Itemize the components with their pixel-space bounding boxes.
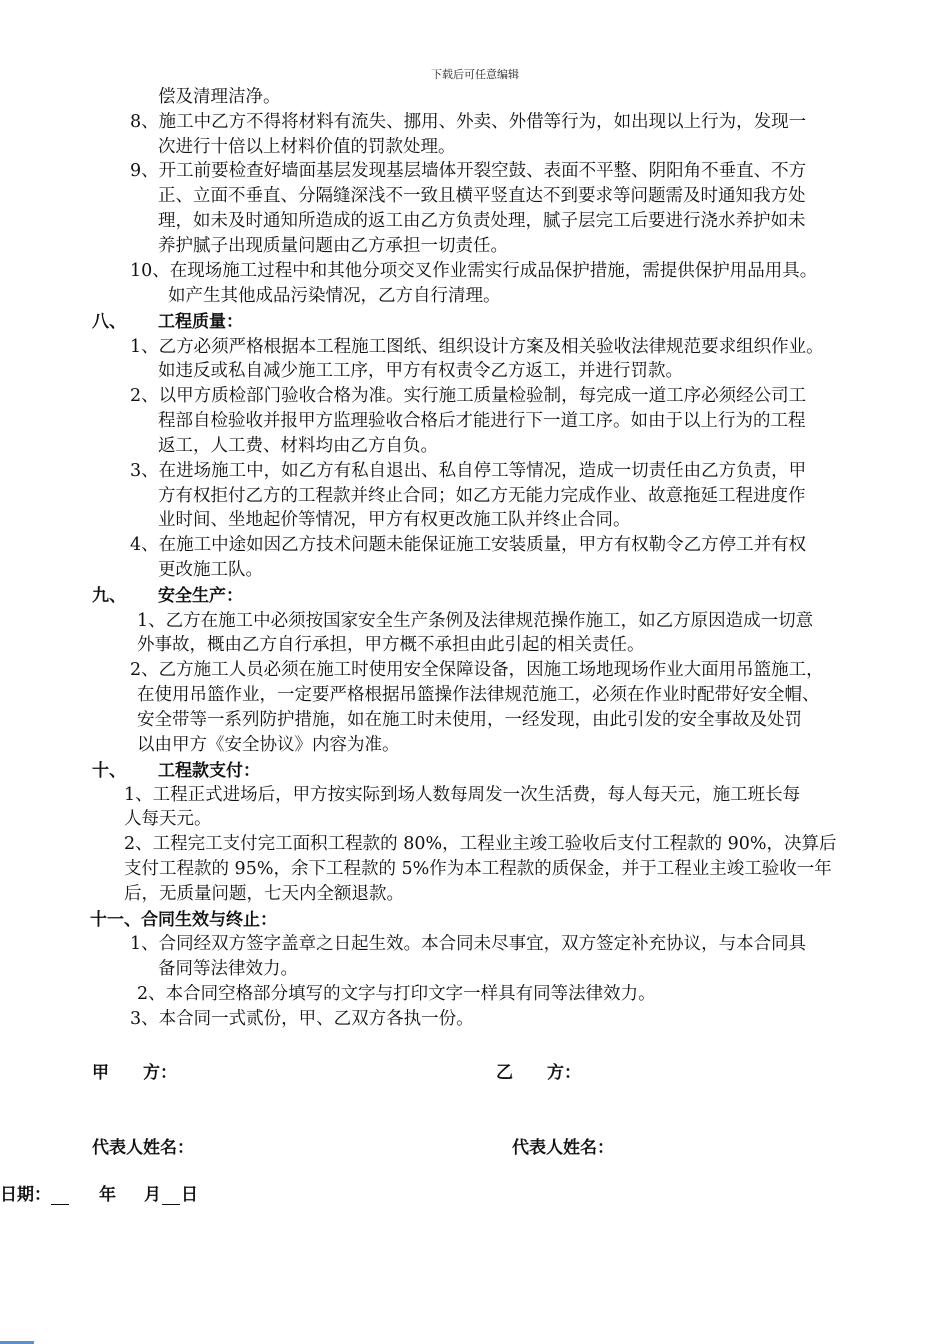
date-label: 日期： bbox=[0, 1185, 51, 1205]
text-line: 3、本合同一式贰份，甲、乙双方各执一份。 bbox=[130, 1009, 474, 1029]
text-line: 1、乙方在施工中必须按国家安全生产条例及法律规范操作施工，如乙方原因造成一切意 bbox=[137, 611, 814, 631]
text-line: 1、乙方必须严格根据本工程施工图纸、组织设计方案及相关验收法律规范要求组织作业。 bbox=[130, 337, 824, 357]
text-line: 如产生其他成品污染情况，乙方自行清理。 bbox=[168, 286, 501, 306]
text-line: 2、乙方施工人员必须在施工时使用安全保障设备，因施工场地现场作业大面用吊篮施工， bbox=[130, 660, 824, 680]
text-line: 后，无质量问题，七天内全额退款。 bbox=[124, 884, 404, 904]
text-line: 8、施工中乙方不得将材料有流失、挪用、外卖、外借等行为，如出现以上行为，发现一 bbox=[130, 112, 807, 132]
text-line: 如违反或私自减少施工工序，甲方有权责令乙方返工，并进行罚款。 bbox=[158, 361, 683, 381]
text-line: 安全带等一系列防护措施，如在施工时未使用，一经发现，由此引发的安全事故及处罚 bbox=[137, 710, 802, 730]
party-b-label: 乙 方： bbox=[496, 1063, 581, 1083]
text-line: 1、工程正式进场后，甲方按实际到场人数每周发一次生活费，每人每天元，施工班长每 bbox=[124, 785, 801, 805]
text-line: 在使用吊篮作业，一定要严格根据吊篮操作法律规范施工，必须在作业时配带好安全帽、 bbox=[137, 685, 820, 705]
year-label: 年 bbox=[99, 1185, 116, 1205]
month-label: 月 bbox=[144, 1185, 161, 1205]
text-line: 9、开工前要检查好墙面基层发现基层墙体开裂空鼓、表面不平整、阴阳角不垂直、不方 bbox=[130, 161, 807, 181]
party-a-label: 甲 方： bbox=[92, 1063, 177, 1083]
section-title: 安全生产： bbox=[158, 586, 243, 606]
day-blank[interactable] bbox=[162, 1188, 180, 1205]
text-line: 4、在施工中途如因乙方技术问题未能保证施工安装质量，甲方有权勒令乙方停工并有权 bbox=[130, 535, 807, 555]
text-line: 业时间、坐地起价等情况，甲方有权更改施工队并终止合同。 bbox=[158, 510, 631, 530]
section-number: 九、 bbox=[92, 586, 126, 606]
section-number: 八、 bbox=[92, 312, 126, 332]
text-line: 备同等法律效力。 bbox=[158, 959, 298, 979]
text-line: 偿及清理洁净。 bbox=[158, 87, 281, 107]
text-line: 正、立面不垂直、分隔缝深浅不一致且横平竖直达不到要求等问题需及时通知我方处 bbox=[158, 186, 806, 206]
text-line: 10、在现场施工过程中和其他分项交叉作业需实行成品保护措施，需提供保护用品用具。 bbox=[130, 261, 818, 281]
text-line: 3、在进场施工中，如乙方有私自退出、私自停工等情况，造成一切责任由乙方负责，甲 bbox=[130, 461, 807, 481]
text-line: 2、以甲方质检部门验收合格为准。实行施工质量检验制，每完成一道工序必须经公司工 bbox=[130, 386, 807, 406]
text-line: 2、工程完工支付完工面积工程款的 80%，工程业主竣工验收后支付工程款的 90%，决算后 bbox=[124, 834, 837, 854]
text-line: 支付工程款的 95%，余下工程款的 5%作为本工程款的质保金，并于工程业主竣工验收一年 bbox=[124, 859, 832, 879]
text-line: 理，如未及时通知所造成的返工由乙方负责处理，腻子层完工后要进行浇水养护如未 bbox=[158, 211, 806, 231]
text-line: 程部自检验收并报甲方监理验收合格后才能进行下一道工序。如由于以上行为的工程 bbox=[158, 411, 806, 431]
text-line: 外事故，概由乙方自行承担，甲方概不承担由此引起的相关责任。 bbox=[137, 635, 645, 655]
text-line: 方有权拒付乙方的工程款并终止合同；如乙方无能力完成作业、故意拖延工程进度作 bbox=[158, 486, 806, 506]
year-blank[interactable] bbox=[51, 1188, 69, 1205]
text-line: 以由甲方《安全协议》内容为准。 bbox=[137, 735, 400, 755]
text-line: 人每天元。 bbox=[124, 809, 212, 829]
page-header: 下载后可任意编辑 bbox=[431, 68, 519, 81]
text-line: 返工，人工费、材料均由乙方自负。 bbox=[158, 436, 438, 456]
section-title: 工程质量： bbox=[158, 312, 243, 332]
representative-a-label: 代表人姓名： bbox=[92, 1138, 194, 1158]
text-line: 养护腻子出现质量问题由乙方承担一切责任。 bbox=[158, 236, 508, 256]
section-title: 工程款支付： bbox=[158, 761, 260, 781]
text-line: 次进行十倍以上材料价值的罚款处理。 bbox=[158, 137, 456, 157]
representative-b-label: 代表人姓名： bbox=[512, 1138, 614, 1158]
date-row bbox=[0, 1180, 198, 1205]
day-label: 日 bbox=[181, 1185, 198, 1205]
section-number: 十、 bbox=[92, 761, 126, 781]
text-line: 1、合同经双方签字盖章之日起生效。本合同未尽事宜，双方签定补充协议，与本合同具 bbox=[130, 934, 807, 954]
section-title: 十一、合同生效与终止： bbox=[90, 910, 277, 930]
text-line: 更改施工队。 bbox=[158, 560, 263, 580]
text-line: 2、本合同空格部分填写的文字与打印文字一样具有同等法律效力。 bbox=[137, 984, 656, 1004]
